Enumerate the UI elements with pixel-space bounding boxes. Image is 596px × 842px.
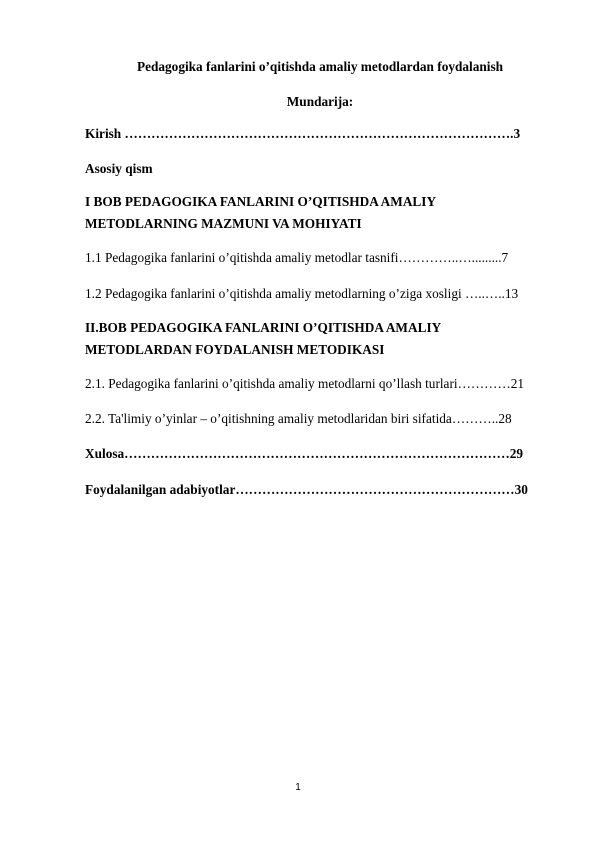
toc-entry-adabiyotlar: Foydalanilgan adabiyotlar………………………………………………………30 <box>85 482 528 497</box>
toc-entry-bob1-line2: METODLARNING MAZMUNI VA MOHIYATI <box>85 216 362 231</box>
toc-entry-2-2: 2.2. Ta'limiy o’yinlar – o’qitishning amaliy metodlaridan biri sifatida………..28 <box>85 411 512 426</box>
toc-entry-bob2-line1: II.BOB PEDAGOGIKA FANLARINI O’QITISHDA AMALIY <box>85 320 442 335</box>
toc-entry-1-1: 1.1 Pedagogika fanlarini o’qitishda amaliy metodlar tasnifi…………..….........7 <box>85 250 509 265</box>
toc-entry-kirish: Kirish …………………………………………………………………………….3 <box>85 126 521 141</box>
document-title: Pedagogika fanlarini o’qitishda amaliy metodlardan foydalanish <box>136 59 504 74</box>
toc-entry-xulosa: Xulosa……………………………………………………………………………29 <box>85 446 524 461</box>
page-number: 1 <box>295 782 301 793</box>
toc-entry-asosiy-qism: Asosiy qism <box>85 161 153 176</box>
toc-heading: Mundarija: <box>286 94 354 109</box>
toc-entry-bob2-line2: METODLARDAN FOYDALANISH METODIKASI <box>85 342 385 357</box>
toc-entry-bob1-line1: I BOB PEDAGOGIKA FANLARINI O’QITISHDA AMALIY <box>85 194 437 209</box>
toc-entry-2-1: 2.1. Pedagogika fanlarini o’qitishda amaliy metodlarni qo’llash turlari…………21 <box>85 376 525 391</box>
toc-entry-1-2: 1.2 Pedagogika fanlarini o’qitishda amaliy metodlarning o’ziga xosligi …..…..13 <box>85 286 519 301</box>
